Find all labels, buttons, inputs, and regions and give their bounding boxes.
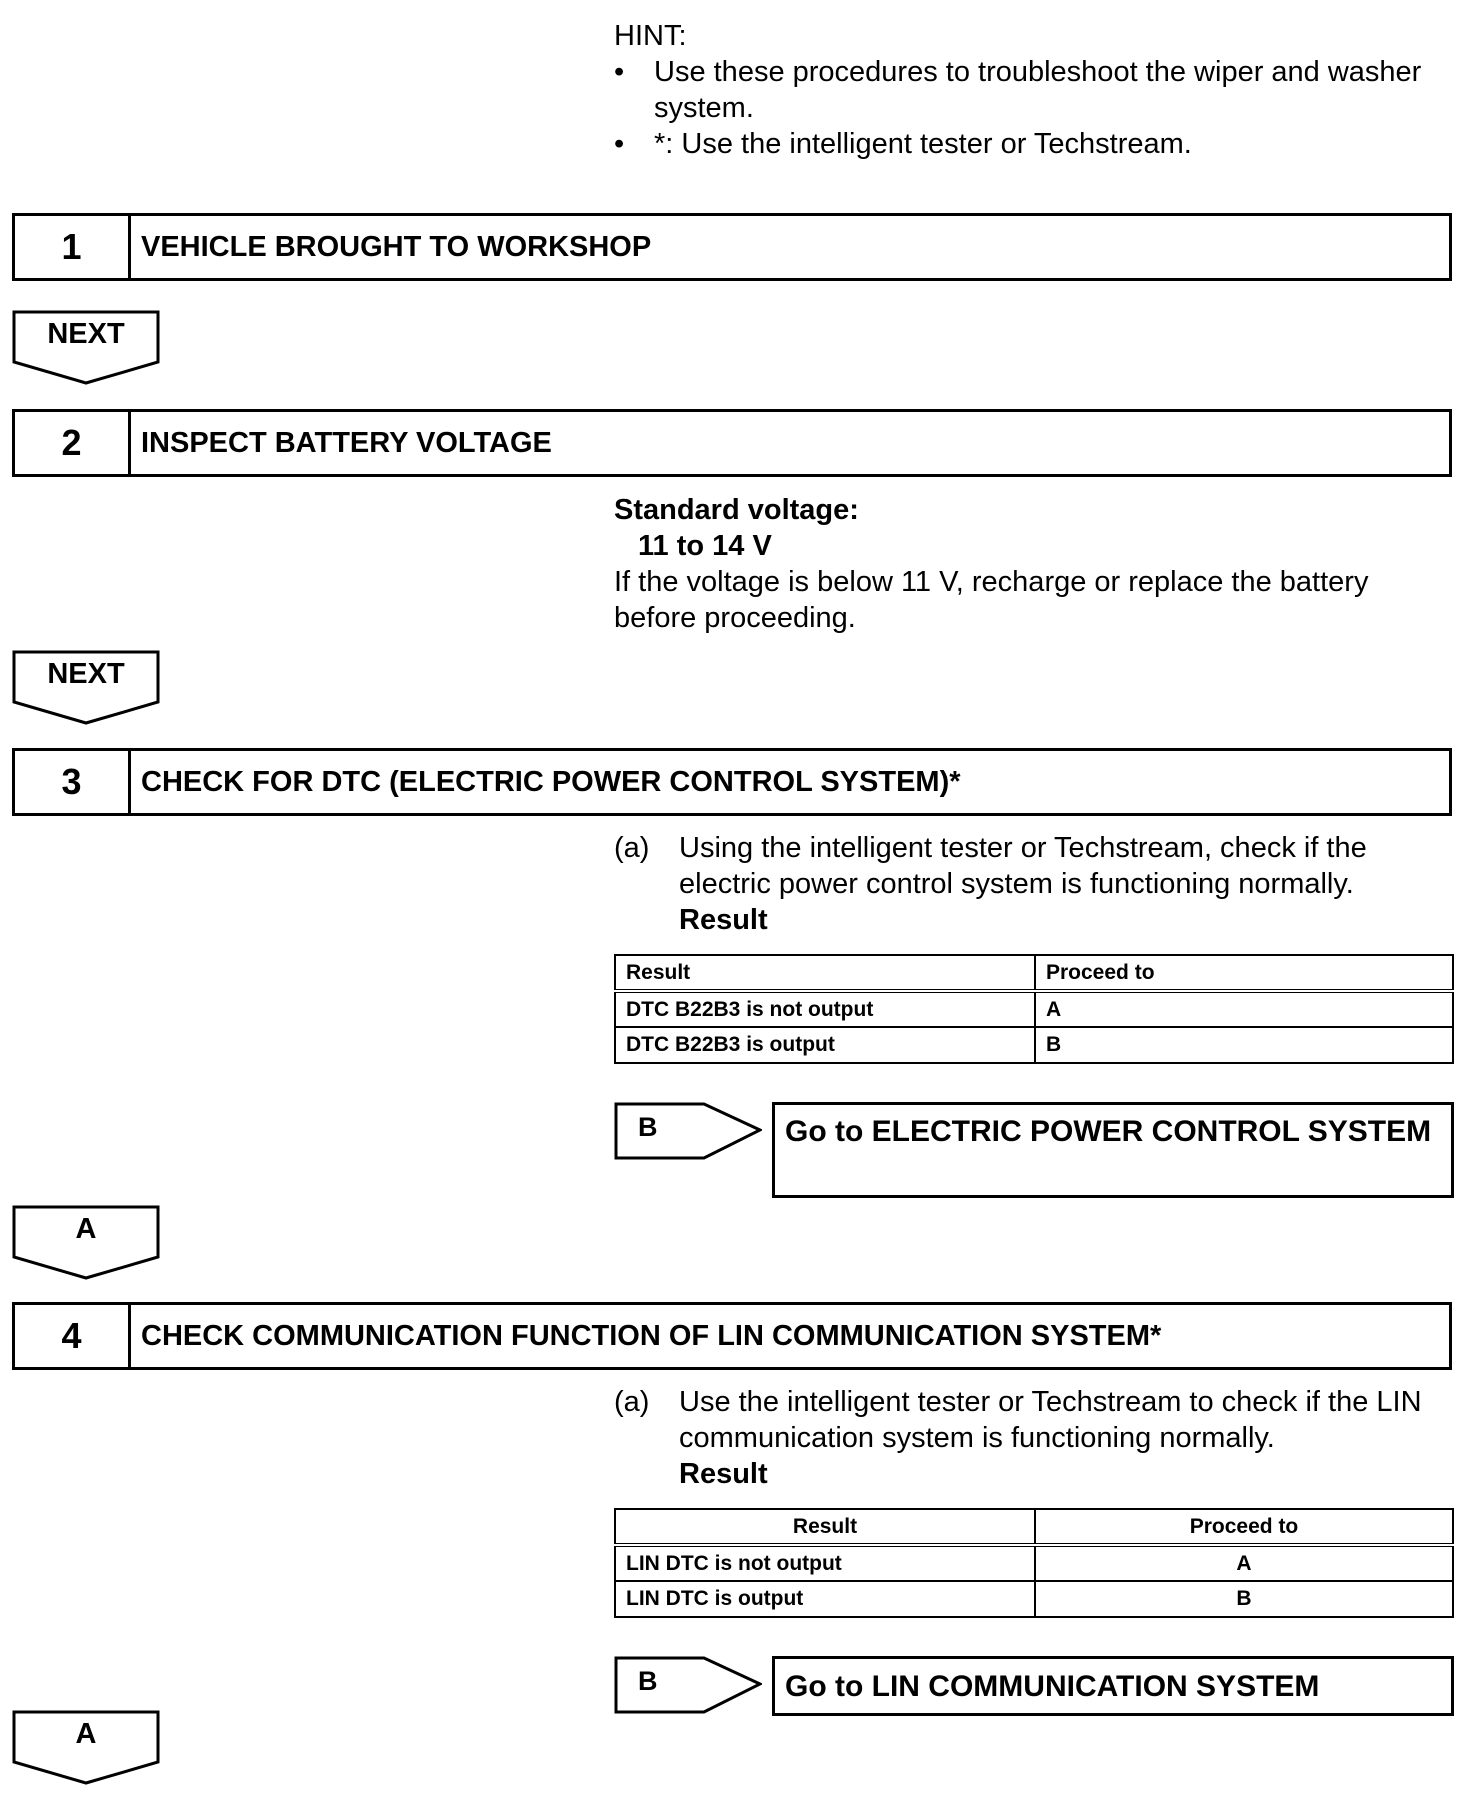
table-header: Proceed to (1035, 955, 1453, 991)
table-cell: A (1035, 991, 1453, 1027)
table-row (615, 1545, 1453, 1581)
table-header-row (615, 1509, 1453, 1545)
instruction-text: Use the intelligent tester or Techstream to check if the LIN communication system is functioning normally. (679, 1386, 1422, 1454)
table-header: Result (615, 955, 1035, 991)
right-arrow-icon (614, 1656, 762, 1716)
bullet-icon: • (614, 128, 625, 160)
step-number: 2 (15, 412, 131, 474)
result-heading: Result (679, 904, 768, 936)
table-header-row (615, 955, 1453, 991)
bullet-icon: • (614, 56, 625, 88)
table-row (615, 1581, 1453, 1617)
right-arrow-icon (614, 1102, 762, 1162)
b-branch-arrow-4[interactable] (614, 1656, 762, 1716)
step-number: 3 (15, 751, 131, 813)
step-3-result-table (614, 954, 1454, 1064)
instruction-text: Using the intelligent tester or Techstream, check if the electric power control system is functioning normally. (679, 832, 1367, 900)
table-cell: B (1035, 1027, 1453, 1063)
step-4-header (12, 1302, 1452, 1370)
battery-note: If the voltage is below 11 V, recharge or replace the battery before proceeding. (614, 566, 1369, 634)
hint-title: HINT: (614, 20, 687, 52)
hint-text: *: Use the intelligent tester or Techstream. (654, 128, 1192, 160)
a-label: A (75, 1213, 97, 1245)
spec-label: Standard voltage: (614, 494, 859, 526)
hint-text: Use these procedures to troubleshoot the wiper and washer system. (654, 56, 1422, 124)
b-destination-3[interactable]: Go to ELECTRIC POWER CONTROL SYSTEM (772, 1102, 1454, 1198)
sub-label: (a) (614, 832, 650, 864)
a-arrow-4[interactable] (12, 1710, 160, 1785)
table-header: Proceed to (1035, 1509, 1453, 1545)
table-row (615, 991, 1453, 1027)
table-cell: B (1035, 1581, 1453, 1617)
step-3-header (12, 748, 1452, 816)
step-title: VEHICLE BROUGHT TO WORKSHOP (141, 230, 652, 263)
step-4-result-table (614, 1508, 1454, 1618)
step-2-header (12, 409, 1452, 477)
step-4-instruction (614, 1384, 1444, 1492)
step-number: 1 (15, 216, 131, 278)
next-arrow-1[interactable] (12, 310, 160, 385)
table-header: Result (615, 1509, 1035, 1545)
b-destination-4[interactable]: Go to LIN COMMUNICATION SYSTEM (772, 1656, 1454, 1716)
a-arrow-3[interactable] (12, 1205, 160, 1280)
table-cell: DTC B22B3 is output (615, 1027, 1035, 1063)
next-label: NEXT (47, 318, 125, 350)
next-arrow-2[interactable] (12, 650, 160, 725)
step-3-instruction (614, 830, 1444, 938)
table-cell: LIN DTC is output (615, 1581, 1035, 1617)
step-number: 4 (15, 1305, 131, 1367)
table-cell: DTC B22B3 is not output (615, 991, 1035, 1027)
step-title: CHECK COMMUNICATION FUNCTION OF LIN COMMUNICATION SYSTEM* (141, 1319, 1162, 1352)
b-label: B (638, 1112, 658, 1142)
spec-value: 11 to 14 V (638, 530, 772, 562)
step-title: CHECK FOR DTC (ELECTRIC POWER CONTROL SYSTEM)* (141, 765, 961, 798)
a-label: A (75, 1718, 97, 1750)
table-cell: A (1035, 1545, 1453, 1581)
step-1-header (12, 213, 1452, 281)
result-heading: Result (679, 1458, 768, 1490)
sub-label: (a) (614, 1386, 650, 1418)
table-cell: LIN DTC is not output (615, 1545, 1035, 1581)
list-item (614, 54, 1434, 126)
next-label: NEXT (47, 658, 125, 690)
step-title: INSPECT BATTERY VOLTAGE (141, 426, 552, 459)
b-branch-arrow-3[interactable] (614, 1102, 762, 1162)
hint-list (614, 54, 1434, 162)
table-row (615, 1027, 1453, 1063)
b-label: B (638, 1666, 658, 1696)
list-item (614, 126, 1434, 162)
